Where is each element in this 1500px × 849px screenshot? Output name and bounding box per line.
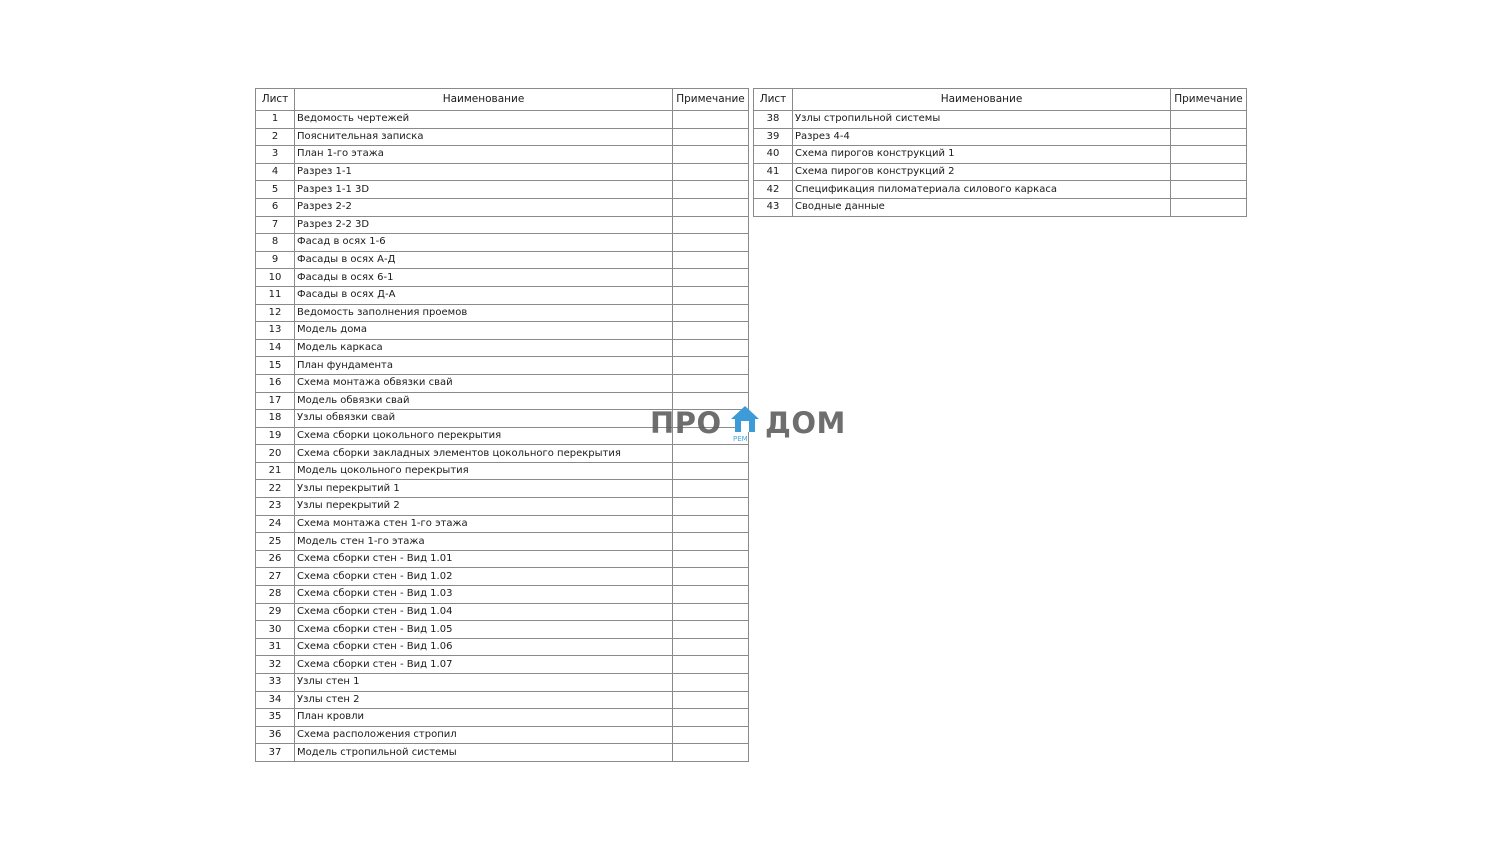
table-row xyxy=(256,515,749,533)
header-name: Наименование xyxy=(295,89,673,111)
sheet-name-cell: План кровли xyxy=(295,709,673,727)
table-row xyxy=(256,533,749,551)
sheet-note-cell xyxy=(673,709,749,727)
sheet-name-cell: Модель цокольного перекрытия xyxy=(295,462,673,480)
sheet-note-cell xyxy=(673,568,749,586)
sheet-number-cell: 24 xyxy=(256,515,295,533)
sheet-note-cell xyxy=(673,198,749,216)
sheet-name-cell: Узлы перекрытий 2 xyxy=(295,498,673,516)
sheet-number-cell: 10 xyxy=(256,269,295,287)
sheet-note-cell xyxy=(1171,198,1247,216)
sheet-note-cell xyxy=(673,234,749,252)
logo-text-left: ПРО xyxy=(650,406,722,440)
sheet-name-cell: Схема сборки стен - Вид 1.05 xyxy=(295,621,673,639)
sheet-number-cell: 4 xyxy=(256,163,295,181)
logo-text-right: ДОМ xyxy=(765,406,846,440)
sheet-name-cell: Фасады в осях 6-1 xyxy=(295,269,673,287)
sheet-note-cell xyxy=(673,445,749,463)
sheet-note-cell xyxy=(673,674,749,692)
sheet-number-cell: 38 xyxy=(754,111,793,129)
sheet-name-cell: Схема сборки цокольного перекрытия xyxy=(295,427,673,445)
sheet-number-cell: 30 xyxy=(256,621,295,639)
sheet-number-cell: 20 xyxy=(256,445,295,463)
table-body-right xyxy=(754,111,1247,217)
sheet-number-cell: 25 xyxy=(256,533,295,551)
sheet-number-cell: 15 xyxy=(256,357,295,375)
sheet-name-cell: Узлы стен 2 xyxy=(295,691,673,709)
sheet-note-cell xyxy=(673,656,749,674)
sheet-number-cell: 9 xyxy=(256,251,295,269)
sheet-note-cell xyxy=(673,533,749,551)
header-note: Примечание xyxy=(673,89,749,111)
sheet-note-cell xyxy=(673,181,749,199)
sheet-number-cell: 43 xyxy=(754,198,793,216)
sheet-name-cell: Модель стен 1-го этажа xyxy=(295,533,673,551)
sheet-name-cell: Схема сборки стен - Вид 1.04 xyxy=(295,603,673,621)
sheet-name-cell: Схема сборки стен - Вид 1.07 xyxy=(295,656,673,674)
sheet-note-cell xyxy=(673,515,749,533)
sheet-note-cell xyxy=(673,638,749,656)
sheet-name-cell: План фундамента xyxy=(295,357,673,375)
logo-subtext: РЕМ xyxy=(733,435,748,443)
sheet-note-cell xyxy=(1171,111,1247,129)
sheet-number-cell: 35 xyxy=(256,709,295,727)
sheet-number-cell: 11 xyxy=(256,286,295,304)
table-row xyxy=(256,163,749,181)
sheet-number-cell: 33 xyxy=(256,674,295,692)
sheet-name-cell: Узлы стен 1 xyxy=(295,674,673,692)
sheet-number-cell: 42 xyxy=(754,181,793,199)
sheet-name-cell: Разрез 2-2 xyxy=(295,198,673,216)
table-row xyxy=(256,674,749,692)
sheet-name-cell: Схема сборки стен - Вид 1.02 xyxy=(295,568,673,586)
sheet-note-cell xyxy=(673,251,749,269)
sheet-note-cell xyxy=(673,286,749,304)
sheet-note-cell xyxy=(673,111,749,129)
sheet-number-cell: 34 xyxy=(256,691,295,709)
table-row xyxy=(256,445,749,463)
sheet-note-cell xyxy=(673,357,749,375)
sheet-number-cell: 31 xyxy=(256,638,295,656)
table-row xyxy=(754,181,1247,199)
sheet-list-table-right xyxy=(753,88,1247,217)
table-header-row xyxy=(754,89,1247,111)
sheet-note-cell xyxy=(673,480,749,498)
sheet-name-cell: Разрез 2-2 3D xyxy=(295,216,673,234)
sheet-note-cell xyxy=(673,744,749,762)
sheet-name-cell: Фасад в осях 1-6 xyxy=(295,234,673,252)
sheet-number-cell: 40 xyxy=(754,146,793,164)
table-row xyxy=(256,286,749,304)
sheet-note-cell xyxy=(673,603,749,621)
sheet-number-cell: 29 xyxy=(256,603,295,621)
table-header-row xyxy=(256,89,749,111)
table-row xyxy=(256,568,749,586)
sheet-note-cell xyxy=(673,339,749,357)
sheet-note-cell xyxy=(1171,146,1247,164)
table-row xyxy=(256,691,749,709)
sheet-number-cell: 22 xyxy=(256,480,295,498)
header-sheet: Лист xyxy=(256,89,295,111)
table-row xyxy=(256,234,749,252)
header-sheet: Лист xyxy=(754,89,793,111)
header-note: Примечание xyxy=(1171,89,1247,111)
sheet-number-cell: 37 xyxy=(256,744,295,762)
sheet-number-cell: 21 xyxy=(256,462,295,480)
sheet-name-cell: Схема монтажа обвязки свай xyxy=(295,374,673,392)
sheet-number-cell: 19 xyxy=(256,427,295,445)
sheet-note-cell xyxy=(673,550,749,568)
sheet-note-cell xyxy=(673,146,749,164)
table-row xyxy=(256,462,749,480)
sheet-number-cell: 41 xyxy=(754,163,793,181)
sheet-number-cell: 23 xyxy=(256,498,295,516)
sheet-number-cell: 5 xyxy=(256,181,295,199)
sheet-name-cell: Узлы перекрытий 1 xyxy=(295,480,673,498)
sheet-note-cell xyxy=(673,586,749,604)
sheet-name-cell: Схема сборки стен - Вид 1.01 xyxy=(295,550,673,568)
table-row xyxy=(256,480,749,498)
table-row xyxy=(754,128,1247,146)
sheet-name-cell: Спецификация пиломатериала силового каркаса xyxy=(793,181,1171,199)
sheet-name-cell: Модель обвязки свай xyxy=(295,392,673,410)
sheet-number-cell: 12 xyxy=(256,304,295,322)
sheet-number-cell: 14 xyxy=(256,339,295,357)
table-row xyxy=(754,163,1247,181)
sheet-note-cell xyxy=(673,374,749,392)
sheet-name-cell: Схема монтажа стен 1-го этажа xyxy=(295,515,673,533)
table-row xyxy=(256,550,749,568)
sheet-number-cell: 17 xyxy=(256,392,295,410)
sheet-note-cell xyxy=(673,128,749,146)
table-row xyxy=(256,656,749,674)
sheet-name-cell: Разрез 1-1 3D xyxy=(295,181,673,199)
table-row xyxy=(256,111,749,129)
sheet-name-cell: Схема пирогов конструкций 1 xyxy=(793,146,1171,164)
sheet-name-cell: Ведомость чертежей xyxy=(295,111,673,129)
sheet-note-cell xyxy=(673,322,749,340)
sheet-note-cell xyxy=(673,691,749,709)
sheet-note-cell xyxy=(1171,181,1247,199)
table-row xyxy=(256,603,749,621)
sheet-number-cell: 3 xyxy=(256,146,295,164)
sheet-name-cell: Схема сборки стен - Вид 1.06 xyxy=(295,638,673,656)
sheet-name-cell: Разрез 4-4 xyxy=(793,128,1171,146)
sheet-name-cell: Пояснительная записка xyxy=(295,128,673,146)
sheet-note-cell xyxy=(1171,163,1247,181)
table-row xyxy=(256,322,749,340)
table-row xyxy=(256,304,749,322)
sheet-number-cell: 1 xyxy=(256,111,295,129)
sheet-name-cell: Модель стропильной системы xyxy=(295,744,673,762)
sheet-name-cell: Схема расположения стропил xyxy=(295,726,673,744)
sheet-note-cell xyxy=(673,216,749,234)
sheet-name-cell: Разрез 1-1 xyxy=(295,163,673,181)
table-row xyxy=(256,709,749,727)
sheet-number-cell: 36 xyxy=(256,726,295,744)
table-row xyxy=(256,726,749,744)
sheet-name-cell: Ведомость заполнения проемов xyxy=(295,304,673,322)
sheet-name-cell: Схема сборки стен - Вид 1.03 xyxy=(295,586,673,604)
header-name: Наименование xyxy=(793,89,1171,111)
table-row xyxy=(754,198,1247,216)
table-row xyxy=(256,198,749,216)
sheet-number-cell: 16 xyxy=(256,374,295,392)
sheet-name-cell: Узлы обвязки свай xyxy=(295,410,673,428)
sheet-note-cell xyxy=(1171,128,1247,146)
table-row xyxy=(256,181,749,199)
table-row xyxy=(256,128,749,146)
sheet-note-cell xyxy=(673,726,749,744)
sheet-name-cell: План 1-го этажа xyxy=(295,146,673,164)
sheet-note-cell xyxy=(673,462,749,480)
sheet-note-cell xyxy=(673,269,749,287)
table-row xyxy=(256,216,749,234)
sheet-number-cell: 2 xyxy=(256,128,295,146)
table-row xyxy=(754,111,1247,129)
sheet-number-cell: 26 xyxy=(256,550,295,568)
table-row xyxy=(256,638,749,656)
sheet-number-cell: 28 xyxy=(256,586,295,604)
table-row xyxy=(256,339,749,357)
sheet-name-cell: Схема сборки закладных элементов цокольного перекрытия xyxy=(295,445,673,463)
sheet-number-cell: 8 xyxy=(256,234,295,252)
sheet-number-cell: 7 xyxy=(256,216,295,234)
sheet-note-cell xyxy=(673,621,749,639)
sheet-name-cell: Сводные данные xyxy=(793,198,1171,216)
table-row xyxy=(256,374,749,392)
sheet-note-cell xyxy=(673,498,749,516)
table-row xyxy=(256,357,749,375)
sheet-number-cell: 27 xyxy=(256,568,295,586)
sheet-note-cell xyxy=(673,163,749,181)
sheet-number-cell: 39 xyxy=(754,128,793,146)
sheet-name-cell: Фасады в осях Д-А xyxy=(295,286,673,304)
table-row xyxy=(256,251,749,269)
sheet-name-cell: Модель дома xyxy=(295,322,673,340)
sheet-number-cell: 13 xyxy=(256,322,295,340)
table-row xyxy=(256,744,749,762)
prodom-logo-watermark xyxy=(650,404,850,446)
sheet-number-cell: 32 xyxy=(256,656,295,674)
table-row xyxy=(256,146,749,164)
table-row xyxy=(256,269,749,287)
sheet-name-cell: Модель каркаса xyxy=(295,339,673,357)
table-row xyxy=(256,621,749,639)
table-row xyxy=(754,146,1247,164)
sheet-name-cell: Фасады в осях А-Д xyxy=(295,251,673,269)
table-row xyxy=(256,498,749,516)
sheet-name-cell: Узлы стропильной системы xyxy=(793,111,1171,129)
sheet-note-cell xyxy=(673,304,749,322)
sheet-number-cell: 6 xyxy=(256,198,295,216)
sheet-number-cell: 18 xyxy=(256,410,295,428)
table-row xyxy=(256,586,749,604)
sheet-name-cell: Схема пирогов конструкций 2 xyxy=(793,163,1171,181)
